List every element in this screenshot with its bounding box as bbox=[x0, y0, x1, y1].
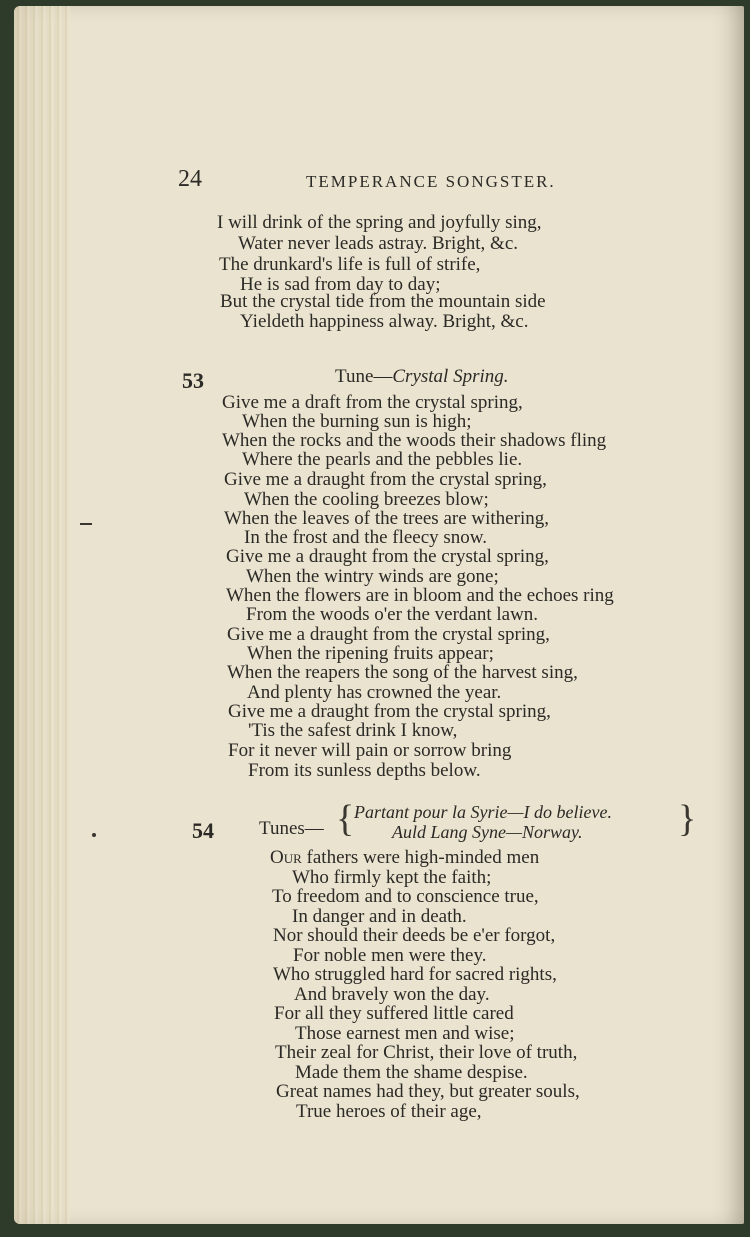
verse-line: From the woods o'er the verdant lawn. bbox=[246, 604, 539, 625]
verse-line: Give me a draught from the crystal spring, bbox=[228, 701, 551, 722]
tune-name: Crystal Spring. bbox=[392, 366, 509, 387]
page-edge bbox=[14, 6, 70, 1224]
verse-line: When the wintry winds are gone; bbox=[246, 566, 499, 587]
verse-line-rest: fathers were high-minded men bbox=[301, 847, 540, 868]
verse-line: Give me a draught from the crystal spring, bbox=[224, 469, 547, 490]
running-title: TEMPERANCE SONGSTER. bbox=[306, 172, 556, 191]
verse-line: Who firmly kept the faith; bbox=[292, 867, 492, 888]
verse-line: But the crystal tide from the mountain side bbox=[220, 291, 546, 312]
verse-line: Yieldeth happiness alway. Bright, &c. bbox=[240, 311, 529, 332]
verse-line: When the reapers the song of the harvest sing, bbox=[227, 662, 578, 683]
verse-line: Made them the shame despise. bbox=[295, 1062, 528, 1083]
verse-line: When the rocks and the woods their shadows fling bbox=[222, 430, 607, 451]
tune-line bbox=[335, 366, 509, 388]
verse-line: The drunkard's life is full of strife, bbox=[219, 254, 481, 275]
tune-name: Auld Lang Syne—Norway. bbox=[392, 822, 583, 842]
verse-line: Give me a draft from the crystal spring, bbox=[222, 392, 523, 413]
verse-line: For all they suffered little cared bbox=[274, 1003, 514, 1024]
right-brace: } bbox=[678, 798, 697, 840]
left-brace: { bbox=[336, 798, 355, 840]
verse-line: Great names had they, but greater souls, bbox=[276, 1081, 580, 1102]
verse-line: 'Tis the safest drink I know, bbox=[248, 720, 458, 741]
verse-line: True heroes of their age, bbox=[296, 1101, 482, 1122]
verse-line: And bravely won the day. bbox=[294, 984, 490, 1005]
tunes-label: Tunes— bbox=[259, 818, 324, 839]
verse-line: From its sunless depths below. bbox=[248, 760, 481, 781]
verse-line: For noble men were they. bbox=[293, 945, 487, 966]
tune-name: Partant pour la Syrie—I do believe. bbox=[354, 802, 612, 822]
verse-line: Nor should their deeds be e'er forgot, bbox=[273, 925, 556, 946]
verse-line: When the ripening fruits appear; bbox=[247, 643, 494, 664]
verse-line: To freedom and to conscience true, bbox=[272, 886, 539, 907]
verse-line: For it never will pain or sorrow bring bbox=[228, 740, 512, 761]
verse-line: In the frost and the fleecy snow. bbox=[244, 527, 488, 548]
verse-line: Give me a draught from the crystal spring, bbox=[226, 546, 549, 567]
verse-line: Where the pearls and the pebbles lie. bbox=[242, 449, 523, 470]
song-number: 54 bbox=[192, 818, 214, 843]
song-number: 53 bbox=[182, 368, 204, 393]
print-dot bbox=[92, 833, 96, 837]
print-mark bbox=[80, 523, 92, 525]
verse-line: I will drink of the spring and joyfully sing, bbox=[217, 212, 542, 233]
book-page bbox=[14, 6, 744, 1224]
verse-line: Those earnest men and wise; bbox=[295, 1023, 515, 1044]
verse-line: In danger and in death. bbox=[292, 906, 467, 927]
verse-line: When the burning sun is high; bbox=[242, 411, 472, 432]
verse-line: When the cooling breezes blow; bbox=[244, 489, 489, 510]
verse-line: When the leaves of the trees are withering, bbox=[224, 508, 549, 529]
page-header bbox=[178, 166, 598, 196]
page-number: 24 bbox=[178, 166, 202, 192]
verse-line: And plenty has crowned the year. bbox=[247, 682, 502, 703]
verse-line bbox=[270, 847, 539, 869]
drop-word: Our bbox=[270, 847, 302, 868]
verse-line: Give me a draught from the crystal spring, bbox=[227, 624, 550, 645]
verse-line: He is sad from day to day; bbox=[240, 274, 441, 295]
verse-line: When the flowers are in bloom and the echoes ring bbox=[226, 585, 614, 606]
verse-line: Their zeal for Christ, their love of truth, bbox=[275, 1042, 578, 1063]
tune-prefix: Tune— bbox=[335, 366, 393, 387]
verse-line: Water never leads astray. Bright, &c. bbox=[238, 233, 519, 254]
verse-line: Who struggled hard for sacred rights, bbox=[273, 964, 557, 985]
